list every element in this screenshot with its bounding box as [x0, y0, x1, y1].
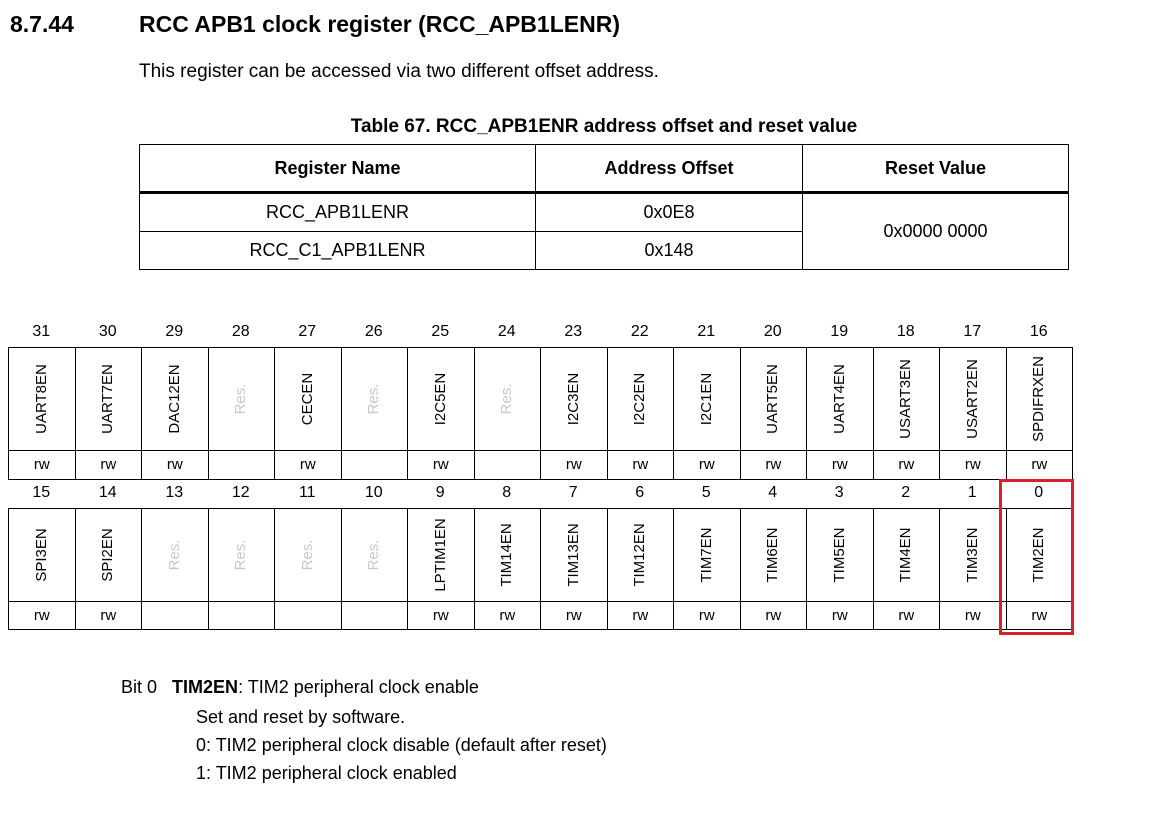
- access-cell: [341, 450, 409, 480]
- access-label: rw: [964, 456, 981, 473]
- bit-field-cell: [540, 508, 608, 602]
- reserved-field-cell: [341, 508, 409, 602]
- bit-field-cell: [607, 508, 675, 602]
- bit-field-cell: [1006, 347, 1074, 451]
- access-cell: [939, 601, 1007, 630]
- field-name: TIM7EN: [697, 527, 715, 583]
- bit-label: Bit 0: [121, 677, 158, 697]
- bit-number: 13: [165, 484, 184, 501]
- field-name: TIM14EN: [498, 523, 516, 587]
- bit-number: 15: [32, 484, 51, 501]
- access-label: rw: [565, 456, 582, 473]
- bit-number: 20: [763, 323, 782, 340]
- register-name-cell: RCC_C1_APB1LENR: [140, 232, 536, 270]
- field-name: TIM6EN: [764, 527, 782, 583]
- access-cell: [873, 450, 941, 480]
- bit-number: 14: [98, 484, 117, 501]
- field-name: USART3EN: [897, 359, 915, 439]
- bit-field-cell: [939, 508, 1007, 602]
- bit-number: 25: [431, 323, 450, 340]
- bit-number: 16: [1029, 323, 1048, 340]
- field-name: UART4EN: [830, 364, 848, 434]
- section-number: 8.7.44: [10, 11, 74, 37]
- tim2en-highlight-box: [999, 479, 1074, 635]
- section-title: RCC APB1 clock register (RCC_APB1LENR): [139, 11, 620, 37]
- bit-number: 9: [435, 484, 445, 501]
- table-row: [140, 193, 1069, 232]
- reserved-label: Res.: [365, 383, 383, 415]
- bit-number: 28: [231, 323, 250, 340]
- access-label: rw: [33, 456, 50, 473]
- access-cell: [540, 450, 608, 480]
- access-label: rw: [632, 606, 649, 624]
- access-label: rw: [432, 606, 449, 624]
- bit-number: 2: [901, 484, 911, 501]
- reserved-field-cell: [208, 508, 276, 602]
- bit-number: 6: [635, 484, 645, 501]
- bit-field-cell: [939, 347, 1007, 451]
- reserved-field-cell: [474, 347, 542, 451]
- field-name: TIM12EN: [631, 523, 649, 587]
- access-cell: [873, 601, 941, 630]
- access-label: rw: [166, 456, 183, 473]
- address-offset-table: [139, 144, 1069, 270]
- field-name: SPI2EN: [99, 528, 117, 582]
- bit-field-cell: [274, 347, 342, 451]
- bit-field-cell: [407, 347, 475, 451]
- description-line: 0: TIM2 peripheral clock disable (default after reset): [196, 735, 607, 755]
- bit-field-cell: [141, 347, 209, 451]
- bit-number: 31: [32, 323, 51, 340]
- field-name: DAC12EN: [165, 364, 183, 434]
- access-label: rw: [765, 456, 782, 473]
- bit-field-cell: [407, 508, 475, 602]
- access-cell: [75, 601, 143, 630]
- bit-number: 1: [967, 484, 977, 501]
- access-label: rw: [698, 606, 715, 624]
- bit-number: 10: [364, 484, 383, 501]
- bit-number: 7: [568, 484, 578, 501]
- bit-number: 22: [630, 323, 649, 340]
- access-cell: [540, 601, 608, 630]
- access-cell: [474, 601, 542, 630]
- access-label: rw: [1031, 606, 1048, 624]
- access-label: rw: [632, 456, 649, 473]
- reserved-label: Res.: [365, 539, 383, 571]
- bit-field-cell: [740, 347, 808, 451]
- access-label: rw: [831, 456, 848, 473]
- header-address-offset: Address Offset: [536, 145, 803, 193]
- bit-field-cell: [873, 347, 941, 451]
- access-label: rw: [432, 456, 449, 473]
- bit-number: 3: [834, 484, 844, 501]
- access-label: rw: [299, 456, 316, 473]
- access-cell: [407, 450, 475, 480]
- bit-summary: : TIM2 peripheral clock enable: [238, 677, 479, 697]
- access-cell: [274, 450, 342, 480]
- bit-number: 21: [697, 323, 716, 340]
- field-name: TIM4EN: [897, 527, 915, 583]
- field-name: I2C5EN: [431, 372, 449, 426]
- access-cell: [75, 450, 143, 480]
- field-name: TIM5EN: [830, 527, 848, 583]
- access-cell: [939, 450, 1007, 480]
- field-name: TIM13EN: [564, 523, 582, 587]
- description-line: 1: TIM2 peripheral clock enabled: [196, 763, 457, 783]
- access-cell: [341, 601, 409, 630]
- bit-number: 12: [231, 484, 250, 501]
- bit-field-cell: [75, 508, 143, 602]
- bit-field-name: TIM2EN: [172, 677, 239, 697]
- bit-field-cell: [806, 347, 874, 451]
- bit-field-cell: [740, 508, 808, 602]
- bit-field-cell: [8, 347, 76, 451]
- bit-number: 11: [298, 484, 316, 501]
- access-label: rw: [964, 606, 981, 624]
- access-label: rw: [565, 606, 582, 624]
- bit-number: 5: [701, 484, 711, 501]
- bit-number: 4: [768, 484, 778, 501]
- bit-number: 8: [502, 484, 512, 501]
- bit-number: 23: [564, 323, 583, 340]
- field-name: I2C2EN: [631, 372, 649, 426]
- reserved-label: Res.: [165, 539, 183, 571]
- access-cell: [673, 450, 741, 480]
- reset-value-cell: 0x0000 0000: [803, 193, 1069, 270]
- access-cell: [8, 601, 76, 630]
- field-name: SPI3EN: [32, 528, 50, 582]
- field-name: UART7EN: [99, 364, 117, 434]
- bit-number: 24: [497, 323, 516, 340]
- access-label: rw: [499, 606, 516, 624]
- access-label: rw: [698, 456, 715, 473]
- reserved-field-cell: [341, 347, 409, 451]
- access-label: rw: [33, 606, 50, 624]
- header-reset-value: Reset Value: [803, 145, 1069, 193]
- access-label: rw: [765, 606, 782, 624]
- access-label: rw: [1031, 456, 1048, 473]
- reserved-field-cell: [141, 508, 209, 602]
- access-cell: [8, 450, 76, 480]
- bit-number: 17: [963, 323, 982, 340]
- header-register-name: Register Name: [140, 145, 536, 193]
- reserved-label: Res.: [232, 383, 250, 415]
- access-label: rw: [100, 606, 117, 624]
- bit-field-cell: [540, 347, 608, 451]
- reserved-field-cell: [274, 508, 342, 602]
- bit-number: 30: [98, 323, 117, 340]
- reserved-label: Res.: [298, 539, 316, 571]
- access-cell: [407, 601, 475, 630]
- field-name: UART5EN: [764, 364, 782, 434]
- bit-number: 0: [1034, 484, 1044, 501]
- access-cell: [673, 601, 741, 630]
- bit-description-heading: [121, 675, 479, 699]
- access-label: rw: [100, 456, 117, 473]
- field-name: SPDIFRXEN: [1030, 356, 1048, 442]
- section-intro: This register can be accessed via two different offset address.: [139, 61, 659, 82]
- access-cell: [806, 450, 874, 480]
- field-name: USART2EN: [963, 359, 981, 439]
- bit-number: 18: [896, 323, 915, 340]
- bit-number: 29: [165, 323, 184, 340]
- table-caption: Table 67. RCC_APB1ENR address offset and reset value: [350, 116, 858, 137]
- access-cell: [607, 601, 675, 630]
- bit-number: 26: [364, 323, 383, 340]
- field-name: UART8EN: [32, 364, 50, 434]
- bit-field-cell: [75, 347, 143, 451]
- access-label: rw: [831, 606, 848, 624]
- table-header-row: [140, 145, 1069, 193]
- access-cell: [607, 450, 675, 480]
- field-name: I2C3EN: [564, 372, 582, 426]
- address-offset-cell: 0x148: [536, 232, 803, 270]
- access-label: rw: [898, 456, 915, 473]
- bit-number: 19: [830, 323, 849, 340]
- bit-field-cell: [673, 347, 741, 451]
- field-name: TIM3EN: [963, 527, 981, 583]
- access-cell: [141, 601, 209, 630]
- access-cell: [1006, 450, 1074, 480]
- field-name: I2C1EN: [697, 372, 715, 426]
- bit-field-cell: [8, 508, 76, 602]
- access-cell: [806, 601, 874, 630]
- reserved-label: Res.: [232, 539, 250, 571]
- bit-field-cell: [806, 508, 874, 602]
- address-offset-cell: 0x0E8: [536, 193, 803, 232]
- bit-field-cell: [607, 347, 675, 451]
- access-cell: [274, 601, 342, 630]
- field-name: CECEN: [298, 372, 316, 426]
- bit-field-cell: [474, 508, 542, 602]
- reserved-field-cell: [208, 347, 276, 451]
- bit-field-cell: [673, 508, 741, 602]
- access-cell: [208, 601, 276, 630]
- access-cell: [740, 450, 808, 480]
- description-line: Set and reset by software.: [196, 707, 406, 727]
- access-cell: [208, 450, 276, 480]
- access-cell: [740, 601, 808, 630]
- field-name: LPTIM1EN: [431, 518, 449, 592]
- bit-number: 27: [298, 323, 317, 340]
- access-label: rw: [898, 606, 915, 624]
- access-cell: [141, 450, 209, 480]
- access-cell: [474, 450, 542, 480]
- reserved-label: Res.: [498, 383, 516, 415]
- register-name-cell: RCC_APB1LENR: [140, 193, 536, 232]
- field-name: TIM2EN: [1030, 527, 1048, 583]
- bit-field-cell: [873, 508, 941, 602]
